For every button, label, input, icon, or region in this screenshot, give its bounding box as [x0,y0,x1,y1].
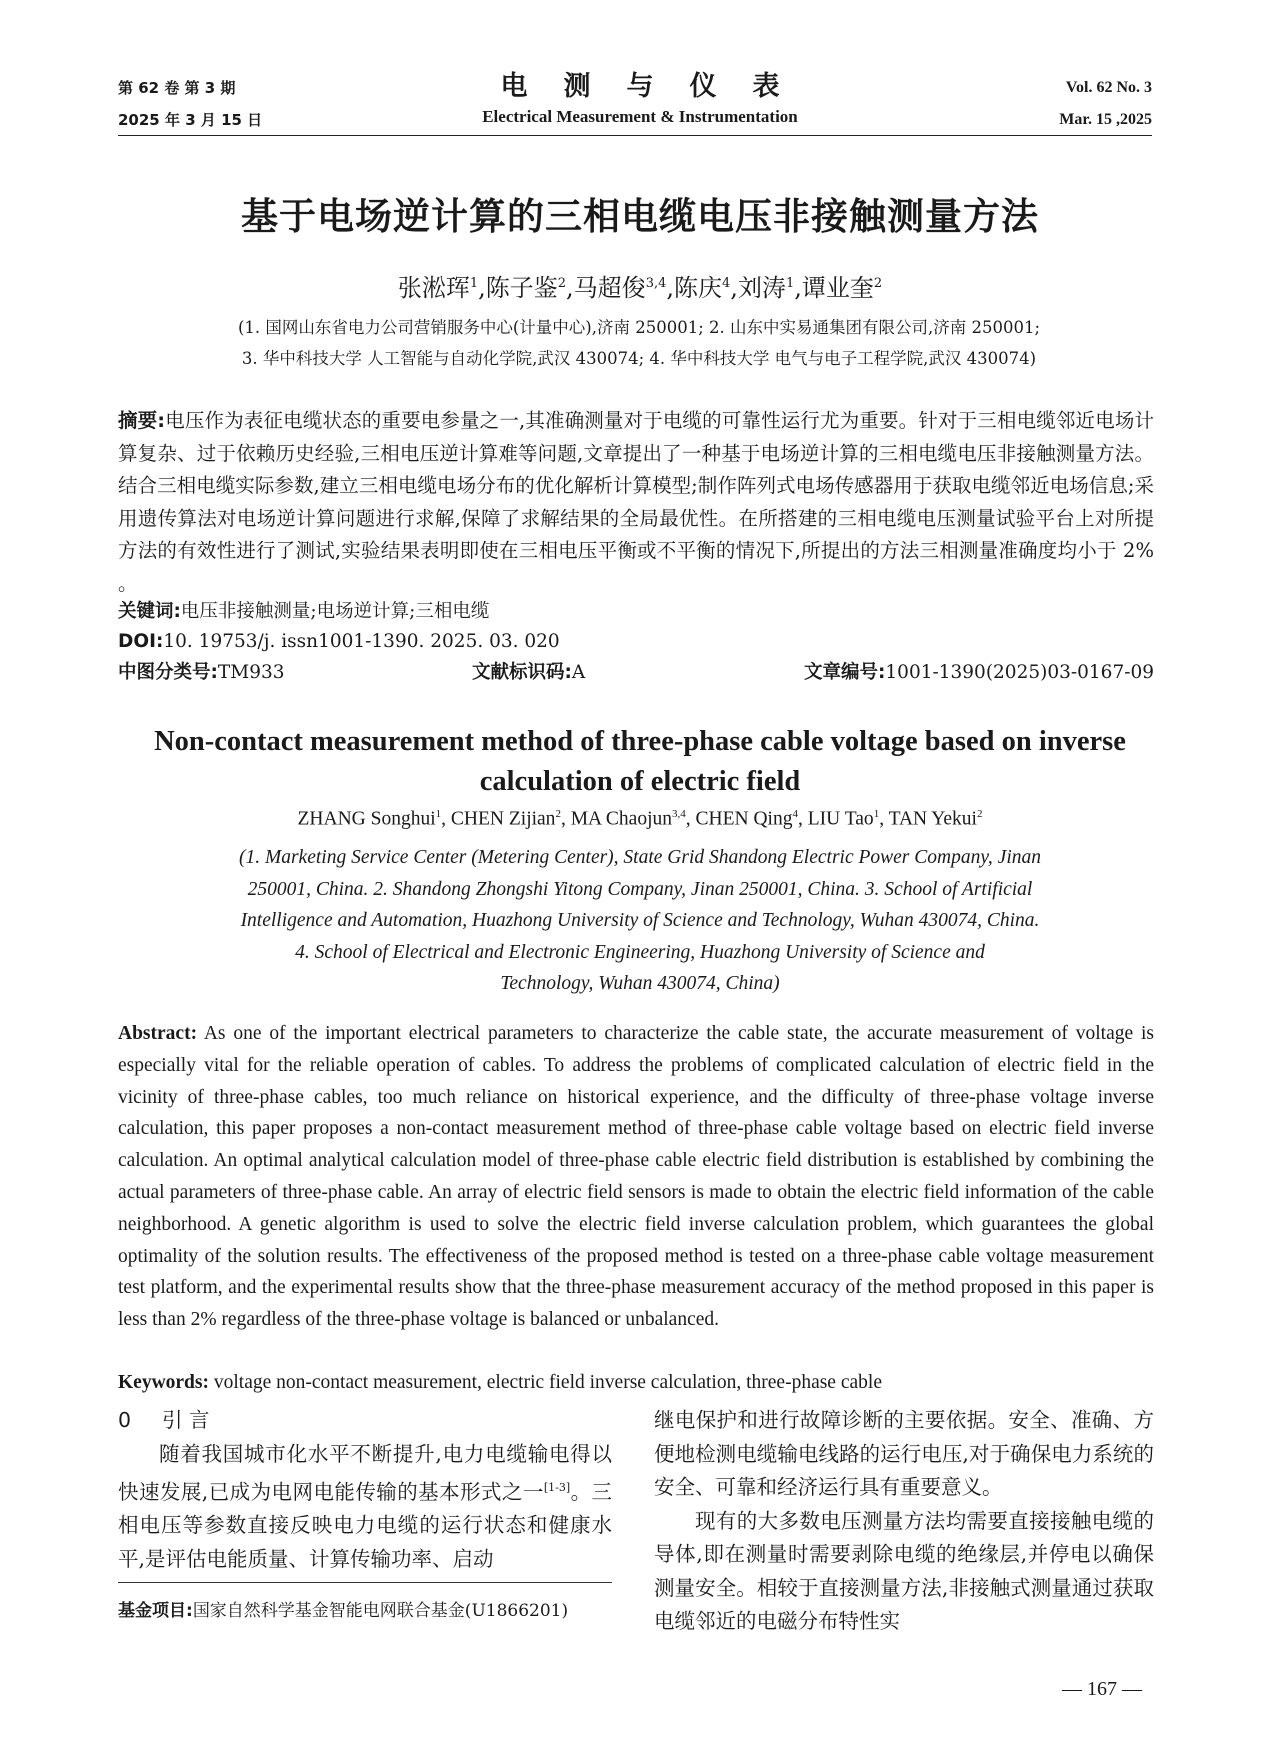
author-affiliation-mark: 4 [722,276,731,291]
citation: [1-3] [543,1481,571,1494]
author-affiliation-mark: 1 [435,808,442,820]
author-name: TAN Yekui [888,808,977,830]
keywords-text-cn: 电压非接触测量;电场逆计算;三相电缆 [180,601,490,622]
body-paragraph: 现有的大多数电压测量方法均需要直接接触电缆的导体,即在测量时需要剥除电缆的绝缘层,并停电以确保测量安全。相较于直接测量方法,非接触式测量通过获取电缆邻近的电磁分布特性实 [654,1508,1154,1633]
author-separator: , [560,808,571,830]
author-affiliation-mark: 2 [976,808,983,820]
author-name: ZHANG Songhui [297,808,436,830]
body-column-left [118,1404,612,1576]
abstract-text-en: As one of the important electrical parameters to characterize the cable state, the accurate measurement of voltage is especially vital for the reliable operation of cables. To address the problems of complicated calculation of electric field in the vicinity of three-phase cables, too much reliance on historical experience, and the difficulty of three-phase voltage inverse calculation, this paper proposes a non-contact measurement method of three-phase cable voltage based on electric field inverse calculation. An optimal analytical calculation model of three-phase cable electric field distribution is established by combining the actual parameters of three-phase cable. An array of electric field sensors is made to obtain the electric field information of the cable neighborhood. A genetic algorithm is used to solve the electric field inverse calculation problem, which guarantees the global optimality of the solution results. The effectiveness of the proposed method is tested on a three-phase cable voltage measurement test platform, and the experimental results show that the three-phase measurement accuracy of the method proposed in this paper is less than 2% regardless of the three-phase voltage is balanced or unbalanced. [118,1023,1154,1331]
keywords-text-en: voltage non-contact measurement, electric field inverse calculation, three-phase cable [209,1372,882,1393]
author-name: 张淞珲 [397,274,470,302]
author-separator: , [666,274,675,302]
author-affiliation-mark: 3,4 [672,808,686,820]
author-separator: , [794,274,802,302]
keywords-cn [118,597,1154,627]
clc-value: TM933 [217,662,285,683]
section-number: 0 [118,1408,132,1432]
author-name: 陈庆 [674,274,723,302]
affiliation-line: 4. School of Electrical and Electronic Engineering, Huazhong University of Science and [295,941,985,963]
journal-title-en: Electrical Measurement & Instrumentation [482,107,798,126]
body-column-right [654,1404,1154,1639]
keywords-label-en: Keywords: [118,1372,209,1393]
doc-code-label: 文献标识码: [472,662,572,683]
author-separator: , [478,274,486,302]
affiliations-en [150,842,1130,1000]
author-affiliation-mark: 4 [792,808,798,820]
affiliations-cn [98,312,1180,374]
journal-title-cn: 电测与仪表 [500,71,816,102]
clc-label: 中图分类号: [118,662,218,683]
body-paragraph: 继电保护和进行故障诊断的主要依据。安全、准确、方便地检测电缆输电线路的运行电压,对于确保电力系统的安全、可靠和经济运行具有重要意义。 [654,1408,1154,1499]
keywords-label-cn: 关键词: [118,601,181,622]
affiliation-line: 250001, China. 2. Shandong Zhongshi Yitong Company, Jinan 250001, China. 3. School of Artificial [247,878,1033,900]
author-affiliation-mark: 2 [555,808,561,820]
abstract-label-cn: 摘要: [118,409,166,432]
header-rule [118,135,1152,136]
author-name: LIU Tao [807,808,874,830]
author-affiliation-mark: 1 [469,276,479,291]
author-name: CHEN Qing [695,808,793,830]
paper-title-en: Non-contact measurement method of three-phase cable voltage based on inverse calculation of electric field [154,726,1126,797]
affiliation-line: Intelligence and Automation, Huazhong University of Science and Technology, Wuhan 430074, China. [240,910,1040,931]
doc-code-value: A [571,662,586,683]
author-separator: , [685,808,696,830]
author-name: 刘涛 [737,274,786,302]
body-paragraph [118,1438,612,1577]
volume-cn: 第 62 卷 第 3 期 [118,79,236,97]
abstract-en [118,1018,1154,1336]
author-name: MA Chaojun [570,808,672,830]
author-affiliation-mark: 1 [785,276,795,291]
volume-en: Vol. 62 No. 3 [1065,79,1152,96]
section-heading [118,1404,612,1438]
author-list-en [0,808,1280,831]
section-title: 引 言 [162,1408,210,1432]
author-separator: , [797,808,808,830]
author-separator: , [730,274,738,302]
funding-text: 国家自然科学基金智能电网联合基金(U1866201) [192,1601,569,1621]
funding-footnote [118,1598,618,1624]
date-cn: 2025 年 3 月 15 日 [118,111,263,129]
author-name: 陈子鉴 [485,274,558,302]
affiliation-line: (1. 国网山东省电力公司营销服务中心(计量中心),济南 250001; 2. 山东中实易通集团有限公司,济南 250001; [237,318,1041,337]
author-affiliation-mark: 3,4 [645,276,667,291]
affiliation-line: (1. Marketing Service Center (Metering Center), State Grid Shandong Electric Power Company, Jinan [238,847,1042,868]
abstract-text-cn: 电压作为表征电缆状态的重要电参量之一,其准确测量对于电缆的可靠性运行尤为重要。针对于三相电缆邻近电场计算复杂、过于依赖历史经验,三相电压逆计算难等问题,文章提出了一种基于电场逆计算的三相电缆电压非接触测量方法。结合三相电缆实际参数,建立三相电缆电场分布的优化解析计算模型;制作阵列式电场传感器用于获取电缆邻近电场信息;采用遗传算法对电场逆计算问题进行求解,保障了求解结果的全局最优性。在所搭建的三相电缆电压测量试验平台上对所提方法的有效性进行了测试,实验结果表明即使在三相电压平衡或不平衡的情况下,所提出的方法三相测量准确度均小于 2% 。 [118,409,1154,595]
article-number-value: 1001-1390(2025)03-0167-09 [885,662,1154,683]
author-name: 马超俊 [573,274,646,302]
doi-line [118,627,1154,657]
doi-text: 10. 19753/j. issn1001-1390. 2025. 03. 020 [163,631,560,652]
abstract-cn [118,405,1154,600]
header-journal [390,70,890,130]
author-name: CHEN Zijian [450,808,556,830]
abstract-label-en: Abstract: [118,1023,198,1044]
header-volume-en [1059,72,1152,136]
author-affiliation-mark: 1 [873,808,880,820]
header-volume-cn [118,72,262,136]
author-list-cn [0,268,1280,303]
paragraph-text: 。三相电压等参数直接反映电力电缆的运行状态和健康水平,是评估电能质量、计算传输功率、启动 [118,1479,613,1571]
paragraph-text: 随着我国城市化水平不断提升,电力电缆输电得以快速发展,已成为电网电能传输的基本形式之一 [118,1441,612,1504]
author-separator: , [441,808,451,830]
page-number: — 167 — [1062,1678,1142,1700]
keywords-en [118,1368,1154,1398]
author-separator: , [879,808,889,830]
affiliation-line: 3. 华中科技大学 人工智能与自动化学院,武汉 430074; 4. 华中科技大学 电气与电子工程学院,武汉 430074) [241,349,1037,368]
paper-title-cn: 基于电场逆计算的三相电缆电压非接触测量方法 [241,195,1039,238]
author-separator: , [566,274,574,302]
author-name: 谭业奎 [801,274,874,302]
author-affiliation-mark: 2 [873,276,883,291]
affiliation-line: Technology, Wuhan 430074, China) [500,973,780,994]
footnote-rule [118,1582,612,1583]
doi-label: DOI: [118,631,164,652]
funding-label: 基金项目: [118,1601,193,1621]
author-affiliation-mark: 2 [557,276,567,291]
article-number-label: 文章编号: [804,662,886,683]
date-en: Mar. 15 ,2025 [1059,111,1152,128]
